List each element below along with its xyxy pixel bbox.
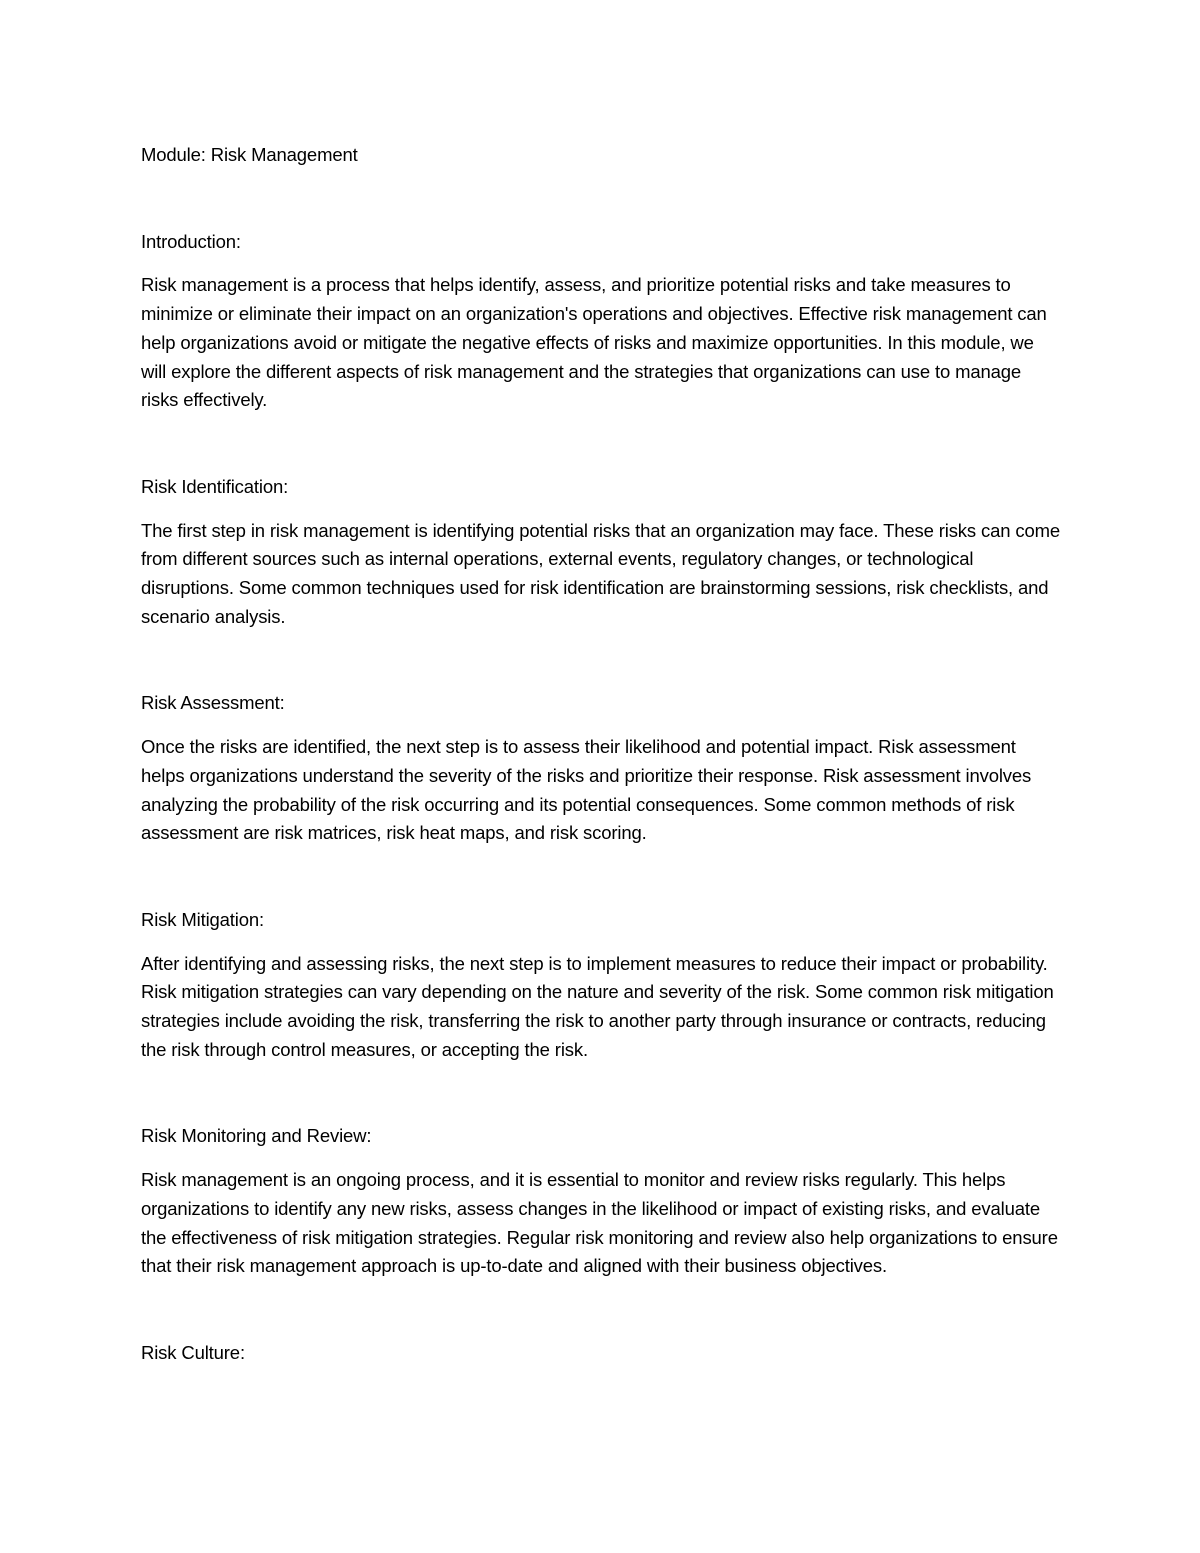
section-body: Once the risks are identified, the next step is to assess their likelihood and potential impact. Risk assessment helps organizations understand the severity of the risks and prioritize their response. Risk assessment involves analyzing the probability of the risk occurring and its potential consequences. Some common methods of risk assessment are risk matrices, risk heat maps, and risk scoring.: [141, 736, 1032, 844]
section-risk-culture: [141, 1339, 1061, 1368]
section-risk-assessment: [141, 689, 1061, 848]
spacer: [141, 848, 1061, 906]
section-heading: Risk Assessment:: [141, 692, 285, 714]
spacer: [141, 415, 1061, 473]
document-page: [141, 141, 1061, 1368]
spacer: [141, 170, 1061, 228]
section-heading: Risk Mitigation:: [141, 908, 265, 930]
section-heading: Risk Identification:: [141, 475, 289, 497]
section-risk-mitigation: [141, 906, 1061, 1065]
section-risk-monitoring-and-review: [141, 1122, 1061, 1281]
section-heading: Risk Monitoring and Review:: [141, 1125, 372, 1147]
spacer: [141, 1064, 1061, 1122]
spacer: [141, 1281, 1061, 1339]
section-heading: Introduction:: [141, 230, 241, 252]
document-title: Module: Risk Management: [141, 144, 358, 165]
section-introduction: [141, 228, 1061, 415]
section-body: After identifying and assessing risks, the next step is to implement measures to reduce their impact or probability. Risk mitigation strategies can vary depending on the nature and severity of the risk. Some common risk mitigation strategies include avoiding the risk, transferring the risk to another party through insurance or contracts, reducing the risk through control measures, or accepting the risk.: [141, 952, 1054, 1060]
spacer: [141, 631, 1061, 689]
section-body: Risk management is a process that helps identify, assess, and prioritize potential risks and take measures to minimize or eliminate their impact on an organization's operations and objectives. Effective risk management can help organizations avoid or mitigate the negative effects of risks and maximize opportunities. In this module, we will explore the different aspects of risk management and the strategies that organizations can use to manage risks effectively.: [141, 274, 1047, 411]
section-heading: Risk Culture:: [141, 1341, 245, 1363]
section-body: Risk management is an ongoing process, and it is essential to monitor and review risks regularly. This helps organizations to identify any new risks, assess changes in the likelihood or impact of existing risks, and evaluate the effectiveness of risk mitigation strategies. Regular risk monitoring and review also help organizations to ensure that their risk management approach is up-to-date and aligned with their business objectives.: [141, 1169, 1058, 1277]
section-body: The first step in risk management is identifying potential risks that an organization may face. These risks can come from different sources such as internal operations, external events, regulatory changes, or technological disruptions. Some common techniques used for risk identification are brainstorming sessions, risk checklists, and scenario analysis.: [141, 519, 1061, 627]
section-risk-identification: [141, 473, 1061, 632]
